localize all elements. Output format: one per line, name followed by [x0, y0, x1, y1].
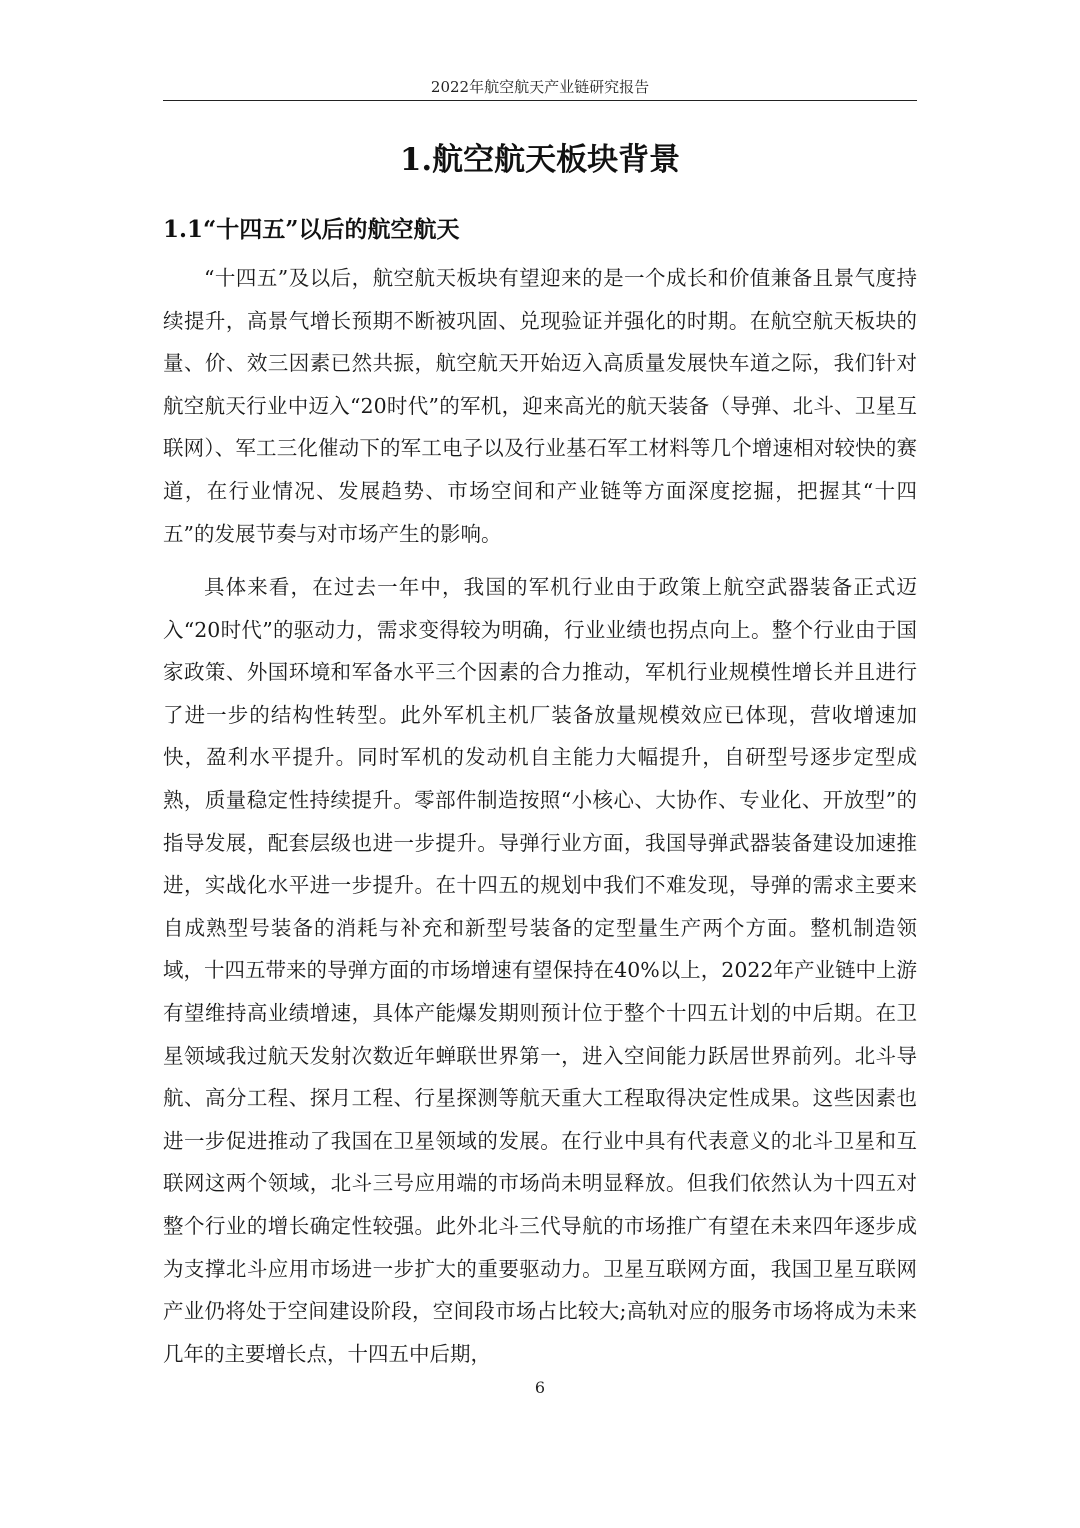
body-paragraph-2: 具体来看，在过去一年中，我国的军机行业由于政策上航空武器装备正式迈入“20时代”的驱动力，需求变得较为明确，行业业绩也拐点向上。整个行业由于国家政策、外国环境和军备水平三个因素的合力推动，军机行业规模性增长并且进行了进一步的结构性转型。此外军机主机厂装备放量规模效应已体现，营收增速加快，盈利水平提升。同时军机的发动机自主能力大幅提升，自研型号逐步定型成熟，质量稳定性持续提升。零部件制造按照“小核心、大协作、专业化、开放型”的指导发展，配套层级也进一步提升。导弹行业方面，我国导弹武器装备建设加速推进，实战化水平进一步提升。在十四五的规划中我们不难发现，导弹的需求主要来自成熟型号装备的消耗与补充和新型号装备的定型量生产两个方面。整机制造领域，十四五带来的导弹方面的市场增速有望保持在40%以上，2022年产业链中上游有望维持高业绩增速，具体产能爆发期则预计位于整个十四五计划的中后期。在卫星领域我过航天发射次数近年蝉联世界第一，进入空间能力跃居世界前列。北斗导航、高分工程、探月工程、行星探测等航天重大工程取得决定性成果。这些因素也进一步促进推动了我国在卫星领域的发展。在行业中具有代表意义的北斗卫星和互联网这两个领域，北斗三号应用端的市场尚未明显释放。但我们依然认为十四五对整个行业的增长确定性较强。此外北斗三代导航的市场推广有望在未来四年逐步成为支撑北斗应用市场进一步扩大的重要驱动力。卫星互联网方面，我国卫星互联网产业仍将处于空间建设阶段，空间段市场占比较大;高轨对应的服务市场将成为未来几年的主要增长点，十四五中后期，	[163, 575, 917, 1366]
section-title: 1.1“十四五”以后的航空航天	[163, 216, 460, 243]
body-paragraph-1: “十四五”及以后，航空航天板块有望迎来的是一个成长和价值兼备且景气度持续提升，高景气增长预期不断被巩固、兑现验证并强化的时期。在航空航天板块的量、价、效三因素已然共振，航空航天开始迈入高质量发展快车道之际，我们针对航空航天行业中迈入“20时代”的军机，迎来高光的航天装备（导弹、北斗、卫星互联网）、军工三化催动下的军工电子以及行业基石军工材料等几个增速相对较快的赛道，在行业情况、发展趋势、市场空间和产业链等方面深度挖掘，把握其“十四五”的发展节奏与对市场产生的影响。	[163, 266, 917, 546]
chapter-title: 1.航空航天板块背景	[399, 142, 681, 178]
page-number: 6	[534, 1378, 546, 1397]
running-header: 2022年航空航天产业链研究报告	[430, 78, 650, 96]
header-divider	[163, 100, 917, 101]
